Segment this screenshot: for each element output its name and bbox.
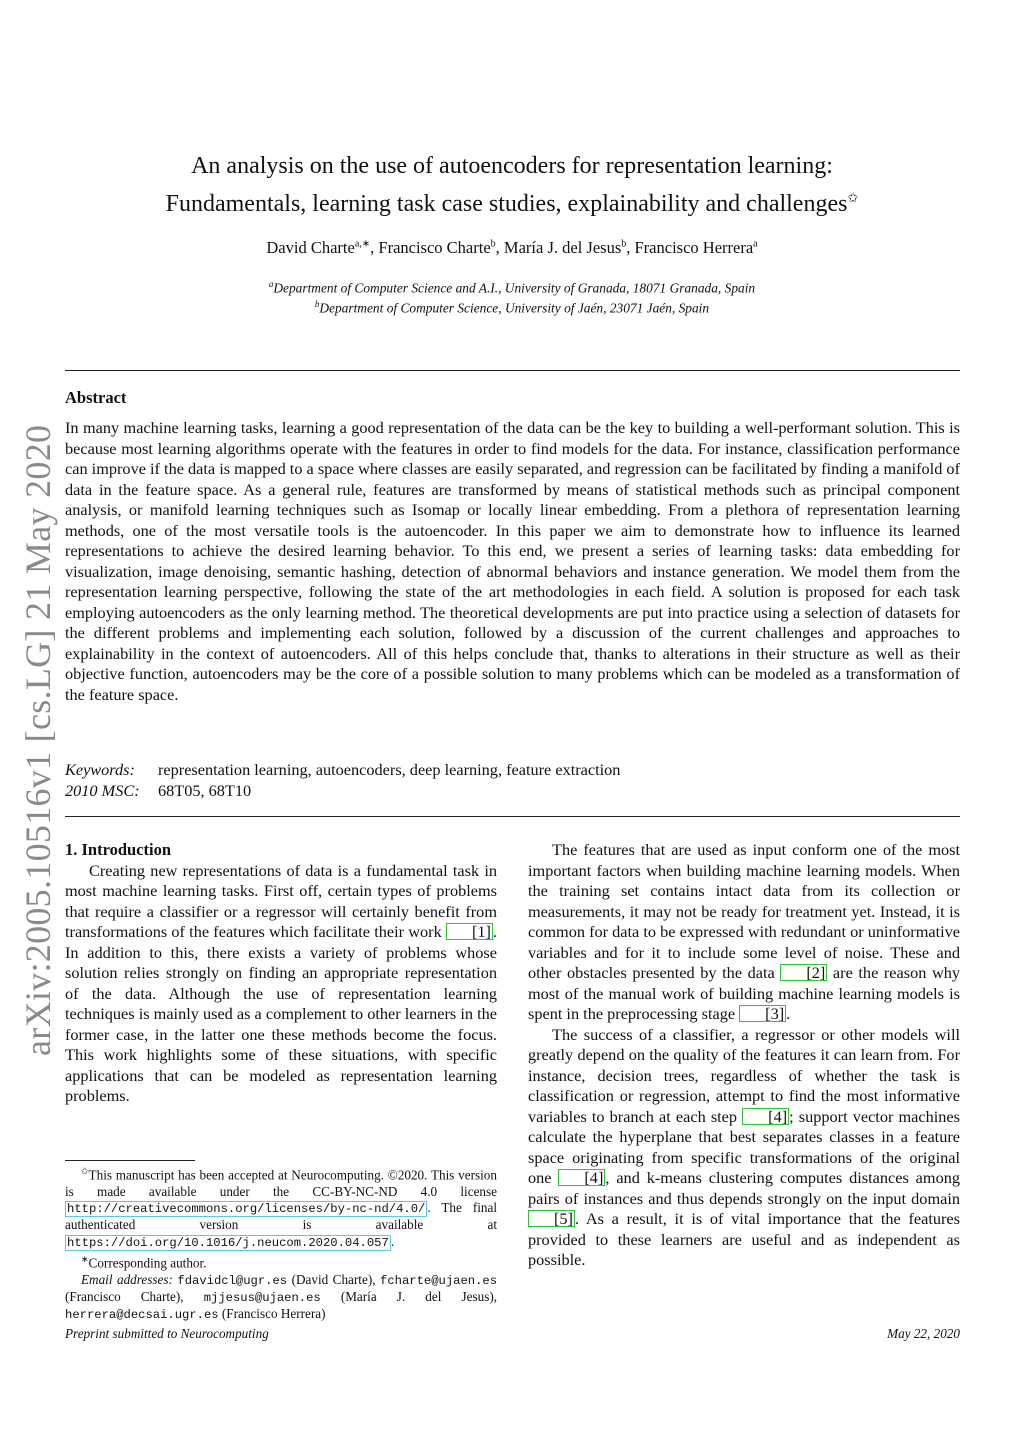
affiliation-text: Department of Computer Science, University of Jaén, 23071 Jaén, Spain [319, 300, 710, 316]
title-line-2 [66, 182, 958, 220]
paragraph-text: The success of a classifier, a regressor or other models will greatly depend on the quality of the features it can learn from. For instance, decision trees, regardless of whether the task is classification or regression, attempt to find the most informative variables to branch at each step [528, 1024, 960, 1126]
footnote-corresponding [65, 1251, 497, 1272]
citation-link[interactable]: [1] [446, 923, 493, 940]
doi-url-link[interactable]: https://doi.org/10.1016/j.neucom.2020.04.057 [67, 1235, 389, 1250]
affiliation-text: Department of Computer Science and A.I., University of Granada, 18071 Granada, Spain [273, 280, 756, 296]
citation-link[interactable]: [4] [558, 1169, 605, 1186]
footnote-text: Corresponding author. [88, 1255, 207, 1271]
abstract-heading: Abstract [65, 388, 127, 407]
paragraph-text: are the reason why most of the manual work of building machine learning models is spent in the preprocessing stage [528, 963, 961, 1023]
email-address[interactable]: mjjesus@ujaen.es [203, 1290, 321, 1305]
affiliation-mark: a [268, 279, 274, 289]
affiliations [66, 276, 958, 317]
author-affiliation-mark[interactable]: a,∗ [354, 238, 371, 250]
keywords-value: representation learning, autoencoders, deep learning, feature extraction [158, 760, 621, 779]
keywords-label: Keywords: [65, 760, 135, 779]
author-name: Francisco Herrera [634, 238, 754, 257]
abstract-top-rule [65, 370, 960, 371]
author-name: María J. del Jesus [503, 238, 622, 257]
msc-label: 2010 MSC: [65, 780, 140, 800]
affiliation-mark: b [314, 299, 320, 310]
footnote-corr-mark: ∗ [81, 1253, 89, 1264]
paragraph-text: Creating new representations of data is a fundamental task in most machine learning tasks. First off, certain types of problems that require a classifier or a regressor will certainly benefit from transformations of the features which facilitate their work [65, 860, 497, 941]
footer-date: May 22, 2020 [887, 1326, 960, 1341]
paragraph-text: The features that are used as input conform one of the most important factors when building machine learning models. When the training set contains intact data from its collection or measurements, it may not be ready for treatment yet. Instead, it is common for data to be expressed with redundant or uninformative variables and for it to include some level of noise. These and other obstacles presented by the data [528, 840, 960, 982]
footnote-emails [65, 1272, 497, 1324]
paragraph-text: . In addition to this, there exists a variety of problems whose solution relies strongly on finding an appropriate representation of the data. Although the use of representation learning techniques is mainly used as a complement to other learners in the former case, in the latter one these methods become the focus. This work highlights some of these situations, with specific applications that can be modeled as representation learning problems. [65, 922, 497, 1105]
keywords-block [65, 760, 960, 801]
affiliation-a [66, 276, 958, 296]
email-owner: (María J. del Jesus), [340, 1288, 498, 1304]
author-name: Francisco Charte [378, 238, 491, 257]
email-address[interactable]: fcharte@ujaen.es [380, 1273, 498, 1288]
email-label: Email addresses: [81, 1271, 173, 1287]
author-affiliation-mark[interactable]: b [621, 238, 627, 250]
abstract-bottom-rule [65, 816, 960, 817]
intro-paragraph-3 [528, 1025, 960, 1271]
footnote-text: . The final authenticated version is available at [65, 1199, 497, 1233]
citation-link[interactable]: [3] [739, 1005, 786, 1022]
email-owner: (Francisco Herrera) [221, 1306, 326, 1322]
author-affiliation-mark[interactable]: a [753, 238, 758, 250]
affiliation-b [66, 296, 958, 316]
author-list: David Charte$^{a,∗}$, Francisco Charte$^b$, María J. del Jesus$^b$, Francisco Herrera$^a$ [266, 238, 758, 257]
footnote-rule [65, 1160, 195, 1161]
citation-link[interactable]: [5] [528, 1210, 575, 1227]
email-owner: (Francisco Charte), [65, 1288, 184, 1304]
footnote-license [65, 1163, 497, 1251]
paragraph-text: . [786, 1004, 791, 1023]
intro-paragraph-1 [65, 861, 497, 1107]
arxiv-identifier[interactable]: arXiv:2005.10516v1 [cs.LG] 21 May 2020 [18, 424, 58, 1056]
email-address[interactable]: herrera@decsai.ugr.es [65, 1308, 219, 1323]
citation-link[interactable]: [4] [742, 1108, 789, 1125]
section-heading-introduction: 1. Introduction [65, 840, 172, 859]
title-line-2-text: Fundamentals, learning task case studies, explainability and challenges [165, 191, 848, 217]
paper-title [66, 150, 958, 220]
footnotes [65, 1163, 497, 1323]
left-column [65, 840, 497, 1107]
email-owner: (David Charte), [291, 1271, 376, 1287]
paragraph-text: , and k-means clustering computes distances among pairs of instances and thus depends strongly on the input domain [528, 1168, 960, 1208]
paragraph-text: ; support vector machines calculate the hyperplane that best separates classes in a feature space originating from specific transformations of the original one [528, 1106, 960, 1187]
paragraph-text: . As a result, it is of vital importance that the features provided to these learners are useful and as independent as possible. [528, 1209, 960, 1269]
title-line-1: An analysis on the use of autoencoders for representation learning: [191, 153, 833, 179]
author-affiliation-mark[interactable]: b [490, 238, 496, 250]
abstract-text: In many machine learning tasks, learning a good representation of the data can be the key to building a well-performant solution. This is because most learning algorithms operate with the features in order to find models for the data. For instance, classification performance can improve if the data is mapped to a space where classes are easily separated, and regression can be facilitated by finding a manifold of data in the feature space. As a general rule, features are transformed by means of statistical methods such as principal component analysis, or manifold learning techniques such as Isomap or locally linear embedding. From a plethora of representation learning methods, one of the most versatile tools is the autoencoder. In this paper we aim to demonstrate how to influence its learned representations to achieve the desired learning behavior. To this end, we present a series of learning tasks: data embedding for visualization, image denoising, semantic hashing, detection of abnormal behaviors and instance generation. We model them from the representation learning perspective, following the state of the art methodologies in each field. A solution is proposed for each task employing autoencoders as the only learning method. The theoretical developments are put into practice using a selection of datasets for the different problems and implementing each solution, followed by a discussion of the current challenges and approaches to explainability in the context of autoencoders. All of this helps conclude that, thanks to alterations in their structure as well as their objective function, autoencoders may be the core of a possible solution to many problems which can be modeled as a transformation of the feature space. [65, 418, 960, 704]
author-name: David Charte [266, 238, 355, 257]
footnote-text: . [390, 1233, 395, 1249]
footnote-text: This manuscript has been accepted at Neurocomputing. ©2020. This version is made available under the CC-BY-NC-ND 4.0 license [65, 1167, 497, 1199]
right-column [528, 840, 960, 1271]
footer-preprint-note: Preprint submitted to Neurocomputing [65, 1326, 269, 1341]
title-star-mark[interactable]: ✩ [847, 190, 859, 205]
footnote-star-mark: ✩ [81, 1166, 89, 1176]
license-url-link[interactable]: http://creativecommons.org/licenses/by-nc-nd/4.0/ [67, 1201, 426, 1216]
intro-paragraph-2 [528, 840, 960, 1025]
keywords-line [65, 760, 960, 781]
email-address[interactable]: fdavidcl@ugr.es [177, 1273, 288, 1288]
citation-link[interactable]: [2] [780, 964, 827, 981]
msc-line [65, 781, 960, 802]
msc-value: 68T05, 68T10 [158, 780, 252, 800]
